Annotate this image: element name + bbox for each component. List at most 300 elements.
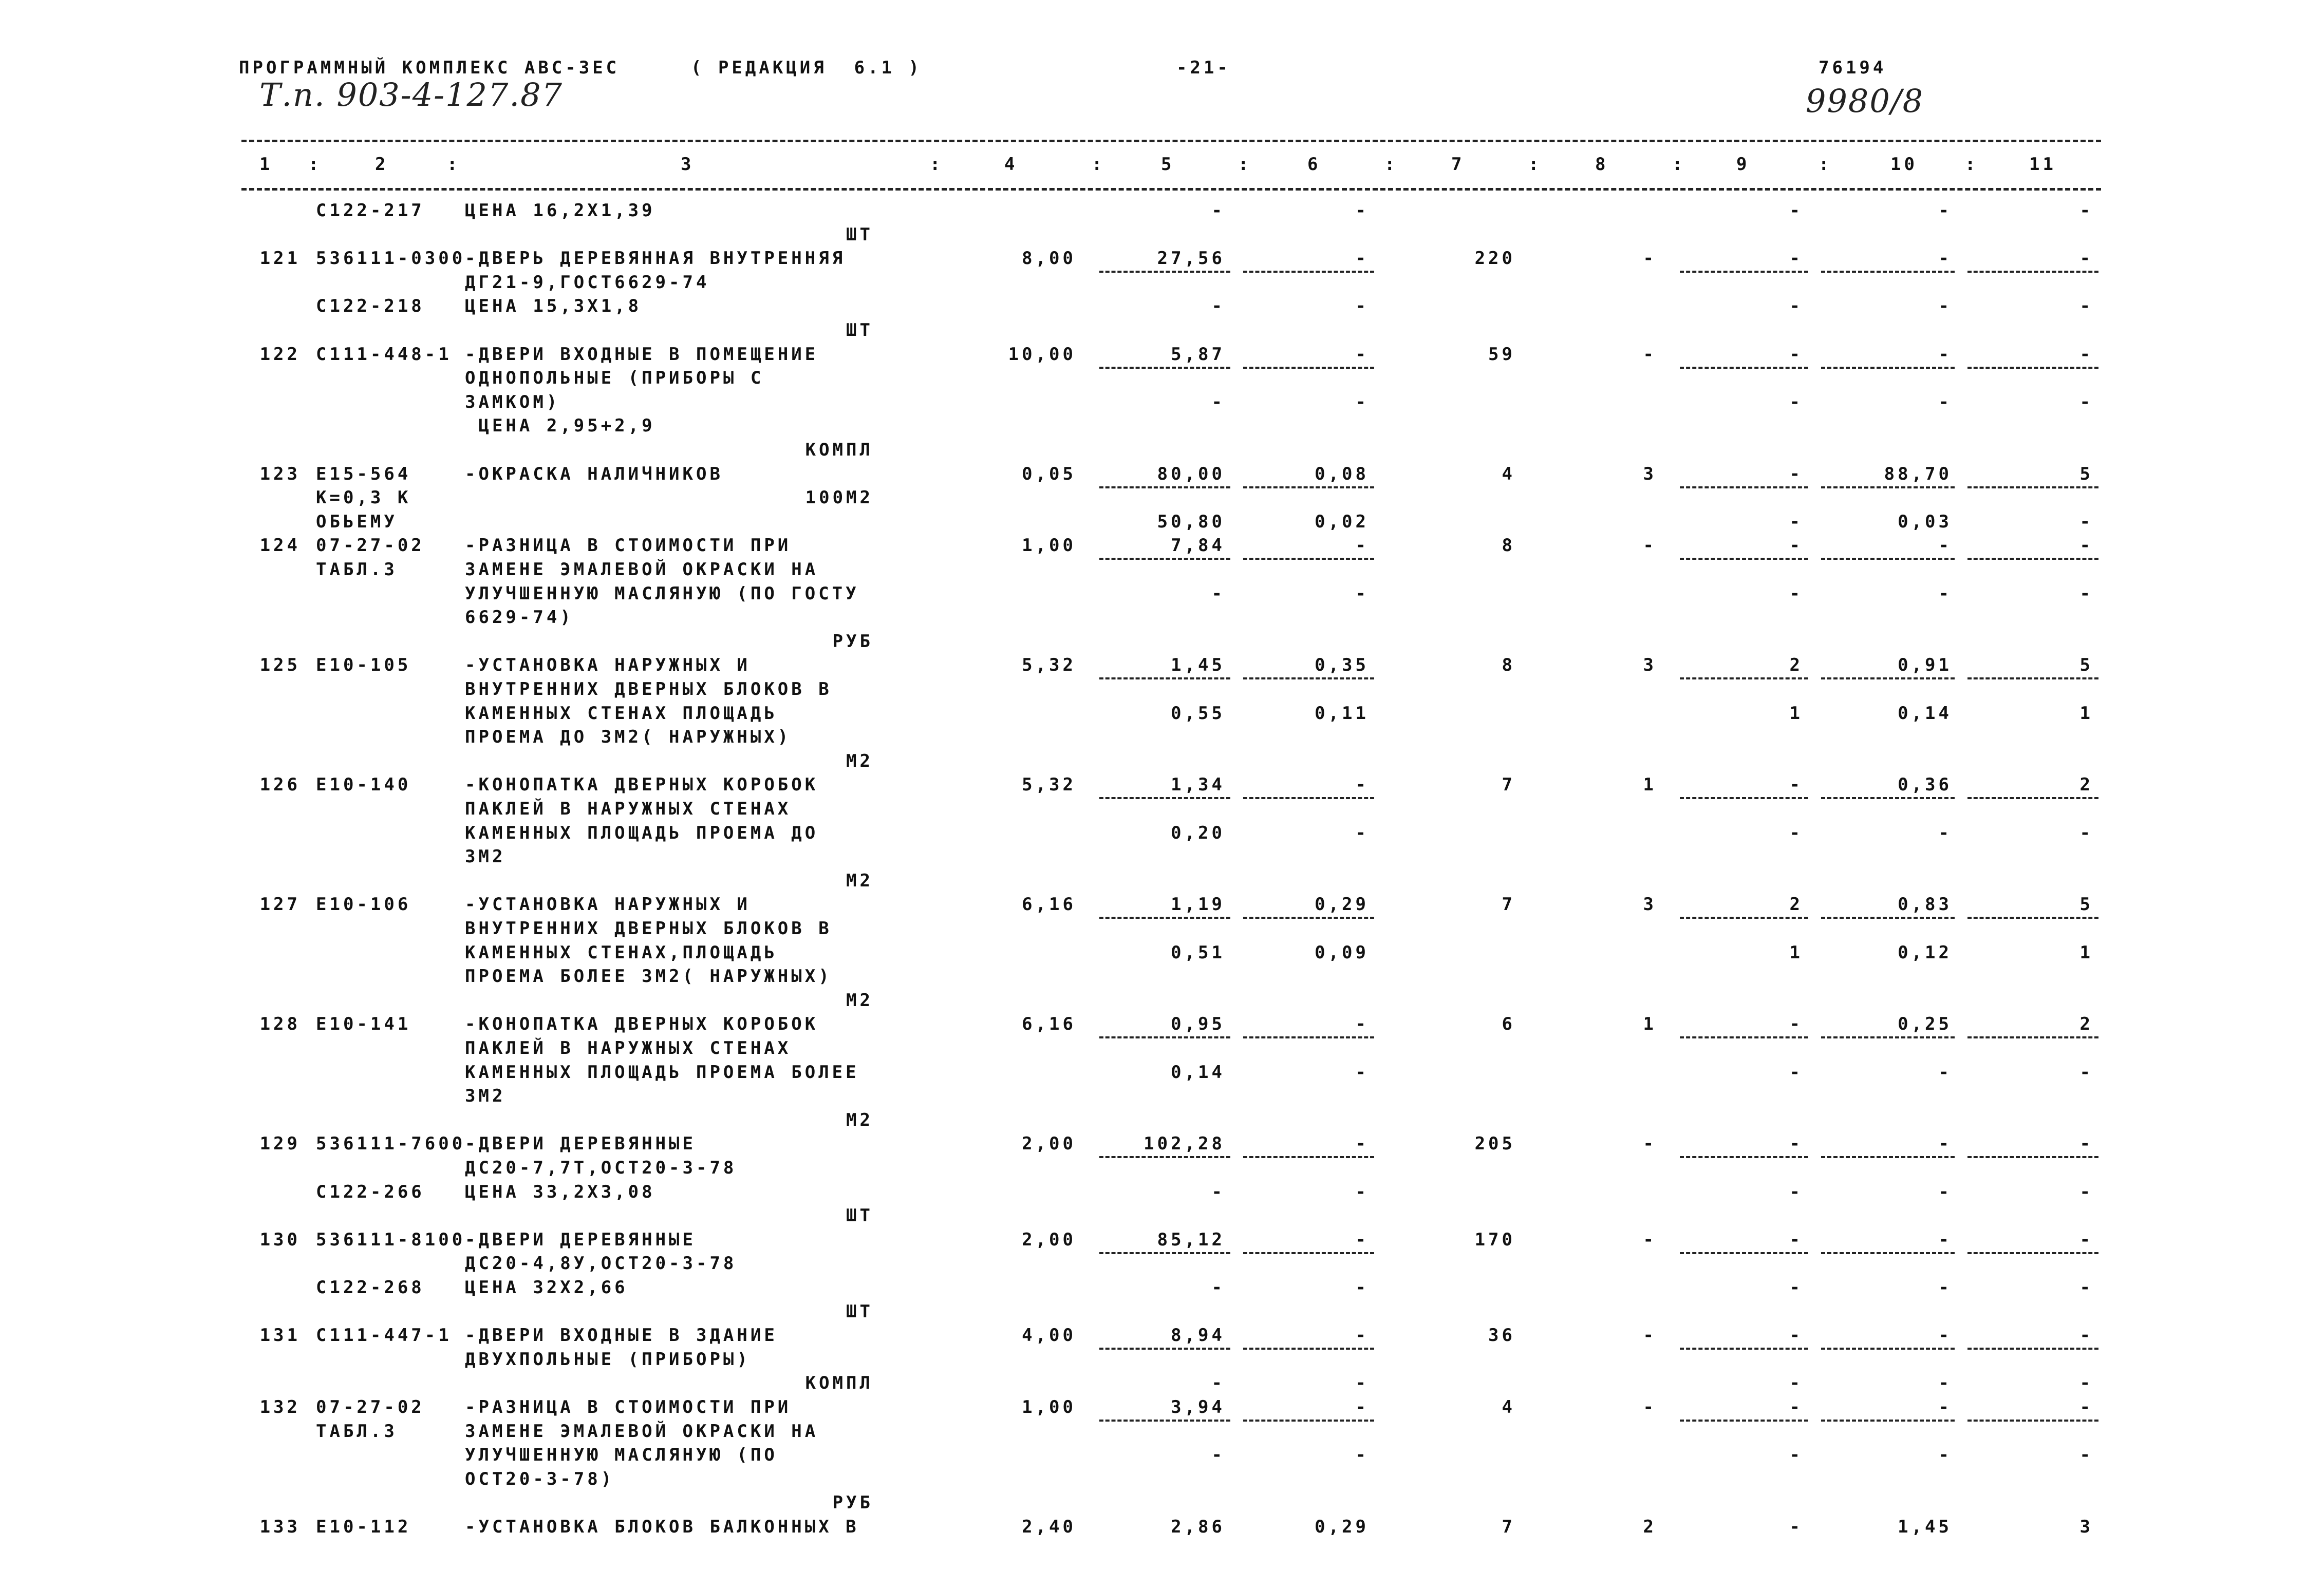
cell-c5: -	[1211, 1373, 1225, 1394]
cost-divider	[1967, 486, 2098, 488]
cell-c10: 0,14	[1898, 703, 1952, 724]
cell-c7: 7	[1502, 1517, 1515, 1537]
cell-c11: 1	[2079, 703, 2093, 724]
cost-divider	[1099, 1036, 1230, 1038]
cell-c2: 536111-8100	[316, 1229, 466, 1250]
cell-c1: 124	[259, 535, 301, 556]
cell-c2: Е10-141	[316, 1014, 411, 1035]
cost-divider	[1099, 367, 1230, 369]
cell-c1: 131	[259, 1325, 301, 1346]
cell-c6: 0,02	[1315, 511, 1369, 532]
cell-c7: 205	[1474, 1133, 1515, 1155]
cell-c6: 0,29	[1315, 1517, 1369, 1537]
cell-c8: 3	[1643, 463, 1657, 484]
cell-c2: ОБЬЕМУ	[316, 511, 398, 532]
cell-c6: -	[1355, 1229, 1369, 1250]
cell-c11: 2	[2079, 774, 2093, 796]
cell-c3: ПАКЛЕЙ В НАРУЖНЫХ СТЕНАХ	[465, 799, 792, 819]
cell-c8: -	[1643, 1397, 1657, 1417]
cell-c11: -	[2079, 822, 2093, 843]
cell-c2: Е10-112	[316, 1517, 411, 1537]
cost-divider	[1821, 677, 1955, 679]
cost-divider	[1099, 1420, 1230, 1422]
cell-c5: -	[1211, 391, 1225, 412]
cell-c3: КАМЕННЫХ ПЛОЩАДЬ ПРОЕМА БОЛЕЕ	[465, 1062, 859, 1083]
cell-c3: ЦЕНА 15,3Х1,8	[465, 296, 642, 317]
cell-c4: 1,00	[1022, 535, 1076, 556]
cell-c2: Е15-564	[316, 463, 411, 484]
cell-c11: -	[2079, 511, 2093, 532]
cell-c11: 3	[2079, 1517, 2093, 1537]
cell-c3: ЗАМЕНЕ ЭМАЛЕВОЙ ОКРАСКИ НА	[465, 1421, 819, 1442]
cell-c10: -	[1938, 200, 1952, 221]
cell-c3: КАМЕННЫХ СТЕНАХ,ПЛОЩАДЬ	[465, 942, 778, 963]
cell-c11: 5	[2079, 463, 2093, 484]
cell-c3: ПРОЕМА БОЛЕЕ 3М2( НАРУЖНЫХ)	[465, 966, 832, 987]
header-rule-top	[241, 140, 2101, 142]
cell-c5: 5,87	[1171, 344, 1225, 365]
unit-label: ШТ	[846, 224, 873, 245]
cell-c2: Е10-106	[316, 894, 411, 915]
cell-c9: -	[1789, 1062, 1803, 1083]
unit-label: ШТ	[846, 320, 873, 340]
column-separator: :	[1384, 154, 1398, 175]
cell-c4: 8,00	[1022, 248, 1076, 269]
cell-c1: 127	[259, 894, 301, 915]
cell-c2: С122-218	[316, 296, 425, 317]
cell-c11: -	[2079, 296, 2093, 317]
cell-c3: ЗАМКОМ)	[465, 391, 560, 412]
cell-c3: ДВУХПОЛЬНЫЕ (ПРИБОРЫ)	[465, 1349, 751, 1370]
cell-c7: 59	[1488, 344, 1515, 365]
cell-c2: К=0,3 К	[316, 487, 411, 508]
program-title: ПРОГРАММНЫЙ КОМПЛЕКС АВС-ЗЕС	[239, 58, 620, 78]
cell-c10: -	[1938, 296, 1952, 317]
cell-c5: -	[1211, 296, 1225, 317]
cell-c4: 10,00	[1008, 344, 1076, 365]
cell-c9: -	[1789, 535, 1803, 556]
cell-c8: -	[1643, 535, 1657, 556]
unit-label: КОМПЛ	[805, 440, 873, 460]
cell-c9: 2	[1789, 894, 1803, 915]
cost-divider	[1680, 677, 1808, 679]
cell-c5: 3,94	[1171, 1397, 1225, 1417]
cell-c3: -ДВЕРЬ ДЕРЕВЯННАЯ ВНУТРЕННЯЯ	[465, 248, 846, 269]
cell-c5: -	[1211, 1181, 1225, 1202]
cell-c3: -РАЗНИЦА В СТОИМОСТИ ПРИ	[465, 1397, 792, 1417]
cell-c3: -ДВЕРИ ВХОДНЫЕ В ПОМЕЩЕНИЕ	[465, 344, 819, 365]
cost-divider	[1680, 1348, 1808, 1350]
cell-c4: 2,00	[1022, 1229, 1076, 1250]
cell-c6: -	[1355, 1445, 1369, 1466]
cell-c8: -	[1643, 1133, 1657, 1155]
cell-c8: -	[1643, 1229, 1657, 1250]
cell-c6: -	[1355, 296, 1369, 317]
cell-c3: ОДНОПОЛЬНЫЕ (ПРИБОРЫ С	[465, 368, 764, 389]
document-code: 76194	[1819, 58, 1887, 78]
cost-divider	[1967, 271, 2098, 273]
cell-c5: 0,51	[1171, 942, 1225, 963]
cell-c11: -	[2079, 1445, 2093, 1466]
cell-c1: 122	[259, 344, 301, 365]
cell-c11: -	[2079, 1229, 2093, 1250]
handwritten-project-number: Т.п. 903-4-127.87	[259, 76, 564, 113]
cost-divider	[1821, 797, 1955, 799]
cell-c2: С122-268	[316, 1277, 425, 1298]
cost-divider	[1967, 677, 2098, 679]
cell-c1: 130	[259, 1229, 301, 1250]
cell-c8: -	[1643, 344, 1657, 365]
cost-divider	[1821, 1036, 1955, 1038]
cell-c9: -	[1789, 1397, 1803, 1417]
cell-c3: ДС20-4,8У,ОСТ20-3-78	[465, 1253, 737, 1274]
cell-c3: -ДВЕРИ ДЕРЕВЯННЫЕ	[465, 1229, 696, 1250]
cell-c2: С111-447-1	[316, 1325, 452, 1346]
cost-divider	[1680, 558, 1808, 560]
cell-c1: 125	[259, 655, 301, 676]
cost-divider	[1821, 486, 1955, 488]
cell-c9: -	[1789, 774, 1803, 796]
cell-c2: 07-27-02	[316, 1397, 425, 1417]
cell-c6: 0,08	[1315, 463, 1369, 484]
cost-divider	[1243, 1036, 1374, 1038]
cell-c7: 36	[1488, 1325, 1515, 1346]
cost-divider	[1680, 1036, 1808, 1038]
cost-divider	[1680, 1156, 1808, 1158]
cell-c1: 129	[259, 1133, 301, 1155]
cell-c10: -	[1938, 1062, 1952, 1083]
cell-c3: -ОКРАСКА НАЛИЧНИКОВ	[465, 463, 723, 484]
cell-c6: -	[1355, 822, 1369, 843]
column-number-7: 7	[1451, 154, 1465, 175]
cell-c10: -	[1938, 1373, 1952, 1394]
cell-c6: -	[1355, 248, 1369, 269]
cost-divider	[1821, 1420, 1955, 1422]
cell-c7: 170	[1474, 1229, 1515, 1250]
cell-c3: ПРОЕМА ДО 3М2( НАРУЖНЫХ)	[465, 727, 792, 748]
cell-c8: -	[1643, 1325, 1657, 1346]
cell-c10: -	[1938, 1133, 1952, 1155]
cell-c10: -	[1938, 535, 1952, 556]
cell-c10: -	[1938, 583, 1952, 604]
cell-c4: 6,16	[1022, 1014, 1076, 1035]
cell-c2: Е10-105	[316, 655, 411, 676]
cell-c7: 4	[1502, 1397, 1515, 1417]
cell-c3: ЦЕНА 33,2Х3,08	[465, 1181, 655, 1202]
cell-c6: -	[1355, 1062, 1369, 1083]
cell-c3: -ДВЕРИ ДЕРЕВЯННЫЕ	[465, 1133, 696, 1155]
cost-divider	[1680, 271, 1808, 273]
cell-c3: 3М2	[465, 846, 506, 867]
cell-c3: -КОНОПАТКА ДВЕРНЫХ КОРОБОК	[465, 774, 819, 796]
cell-c9: -	[1789, 296, 1803, 317]
cell-c10: 0,12	[1898, 942, 1952, 963]
column-separator: :	[1528, 154, 1542, 175]
cell-c3: ЦЕНА 2,95+2,9	[465, 415, 655, 437]
cost-divider	[1243, 1252, 1374, 1254]
cell-c6: 0,29	[1315, 894, 1369, 915]
cell-c3: ДС20-7,7Т,ОСТ20-3-78	[465, 1158, 737, 1178]
cell-c10: 0,36	[1898, 774, 1952, 796]
cost-divider	[1680, 367, 1808, 369]
cost-divider	[1967, 1420, 2098, 1422]
cell-c3: 6629-74)	[465, 607, 574, 628]
cell-c6: -	[1355, 774, 1369, 796]
cell-c11: -	[2079, 1277, 2093, 1298]
cell-c11: 5	[2079, 894, 2093, 915]
cell-c10: -	[1938, 822, 1952, 843]
unit-label: ШТ	[846, 1301, 873, 1322]
cell-c4: 5,32	[1022, 655, 1076, 676]
cell-c11: -	[2079, 200, 2093, 221]
page-number: -21-	[1176, 58, 1231, 78]
cell-c2: 536111-0300	[316, 248, 466, 269]
cell-c11: -	[2079, 248, 2093, 269]
column-separator: :	[930, 154, 944, 175]
cost-divider	[1967, 917, 2098, 919]
unit-label: ШТ	[846, 1205, 873, 1226]
cell-c9: -	[1789, 1133, 1803, 1155]
cell-c10: -	[1938, 391, 1952, 412]
cell-c3: -УСТАНОВКА БЛОКОВ БАЛКОННЫХ В	[465, 1517, 859, 1537]
cell-c5: -	[1211, 1445, 1225, 1466]
cost-divider	[1821, 367, 1955, 369]
cell-c6: 0,11	[1315, 703, 1369, 724]
cell-c6: -	[1355, 391, 1369, 412]
cost-divider	[1243, 1420, 1374, 1422]
cell-c11: -	[2079, 344, 2093, 365]
cell-c3: ВНУТРЕННИХ ДВЕРНЫХ БЛОКОВ В	[465, 679, 832, 699]
cost-divider	[1099, 271, 1230, 273]
cell-c3: ЦЕНА 32Х2,66	[465, 1277, 628, 1298]
cell-c6: -	[1355, 1397, 1369, 1417]
cell-c9: -	[1789, 1517, 1803, 1537]
cell-c11: -	[2079, 1133, 2093, 1155]
cell-c10: 0,91	[1898, 655, 1952, 676]
column-separator: :	[1092, 154, 1105, 175]
cell-c9: -	[1789, 1014, 1803, 1035]
cell-c6: -	[1355, 1277, 1369, 1298]
unit-label: М2	[846, 750, 873, 771]
cell-c10: 0,25	[1898, 1014, 1952, 1035]
cost-divider	[1821, 1348, 1955, 1350]
cell-c5: 0,20	[1171, 822, 1225, 843]
cost-divider	[1243, 1156, 1374, 1158]
cell-c9: 1	[1789, 942, 1803, 963]
cell-c3: ВНУТРЕННИХ ДВЕРНЫХ БЛОКОВ В	[465, 918, 832, 939]
cell-c8: 1	[1643, 1014, 1657, 1035]
cell-c7: 7	[1502, 894, 1515, 915]
cell-c2: Е10-140	[316, 774, 411, 796]
cost-divider	[1680, 486, 1808, 488]
cell-c2: С111-448-1	[316, 344, 452, 365]
cell-c4: 4,00	[1022, 1325, 1076, 1346]
cell-c11: -	[2079, 1181, 2093, 1202]
cell-c10: -	[1938, 344, 1952, 365]
cell-c6: -	[1355, 583, 1369, 604]
unit-label: РУБ	[832, 631, 873, 652]
cell-c7: 6	[1502, 1014, 1515, 1035]
cost-divider	[1099, 677, 1230, 679]
cell-c9: -	[1789, 1373, 1803, 1394]
cell-c1: 128	[259, 1014, 301, 1035]
cell-c10: -	[1938, 1445, 1952, 1466]
cell-c7: 220	[1474, 248, 1515, 269]
cell-c3: -ДВЕРИ ВХОДНЫЕ В ЗДАНИЕ	[465, 1325, 778, 1346]
cell-c9: 1	[1789, 703, 1803, 724]
column-number-11: 11	[2029, 154, 2056, 175]
cell-c3: ОСТ20-3-78)	[465, 1468, 615, 1489]
cost-divider	[1243, 558, 1374, 560]
column-number-8: 8	[1595, 154, 1609, 175]
cost-divider	[1099, 797, 1230, 799]
cell-c3: ДГ21-9,ГОСТ6629-74	[465, 272, 710, 293]
column-number-10: 10	[1890, 154, 1918, 175]
cell-c9: -	[1789, 583, 1803, 604]
column-separator: :	[308, 154, 322, 175]
cell-c2: С122-217	[316, 200, 425, 221]
cost-divider	[1821, 1156, 1955, 1158]
cost-divider	[1243, 271, 1374, 273]
cell-c5: 2,86	[1171, 1517, 1225, 1537]
cell-c5: 1,19	[1171, 894, 1225, 915]
cell-c3: ЦЕНА 16,2Х1,39	[465, 200, 655, 221]
cell-c9: -	[1789, 248, 1803, 269]
column-separator: :	[1965, 154, 1979, 175]
cell-c5: 27,56	[1157, 248, 1225, 269]
unit-label: М2	[846, 870, 873, 891]
cell-c9: -	[1789, 463, 1803, 484]
column-number-2: 2	[375, 154, 389, 175]
cost-divider	[1821, 917, 1955, 919]
cell-c10: 1,45	[1898, 1517, 1952, 1537]
cost-divider	[1243, 797, 1374, 799]
cost-divider	[1099, 1156, 1230, 1158]
cost-divider	[1099, 917, 1230, 919]
cell-c5: 0,14	[1171, 1062, 1225, 1083]
cell-c3: -УСТАНОВКА НАРУЖНЫХ И	[465, 655, 751, 676]
cost-divider	[1821, 271, 1955, 273]
cell-c6: -	[1355, 1014, 1369, 1035]
cost-divider	[1243, 486, 1374, 488]
cell-c7: 8	[1502, 535, 1515, 556]
cell-c5: 85,12	[1157, 1229, 1225, 1250]
cell-c10: -	[1938, 1181, 1952, 1202]
cell-c9: -	[1789, 1181, 1803, 1202]
cell-c11: 1	[2079, 942, 2093, 963]
column-number-9: 9	[1736, 154, 1750, 175]
unit-label: КОМПЛ	[805, 1373, 873, 1394]
edition-label: ( РЕДАКЦИЯ 6.1 )	[691, 58, 922, 78]
cell-c3: 3М2	[465, 1086, 506, 1107]
cell-c8: 1	[1643, 774, 1657, 796]
column-separator: :	[1672, 154, 1686, 175]
unit-label: М2	[846, 1109, 873, 1130]
cell-c9: -	[1789, 1445, 1803, 1466]
cell-c8: -	[1643, 248, 1657, 269]
column-separator: :	[447, 154, 461, 175]
cell-c3: КАМЕННЫХ СТЕНАХ ПЛОЩАДЬ	[465, 703, 778, 724]
cell-c6: 0,09	[1315, 942, 1369, 963]
cell-c5: -	[1211, 200, 1225, 221]
cell-c11: -	[2079, 535, 2093, 556]
cell-c6: -	[1355, 1373, 1369, 1394]
column-number-6: 6	[1307, 154, 1321, 175]
cell-c8: 2	[1643, 1517, 1657, 1537]
cell-c11: -	[2079, 391, 2093, 412]
cell-c5: 0,55	[1171, 703, 1225, 724]
cell-c10: -	[1938, 248, 1952, 269]
cell-c11: -	[2079, 583, 2093, 604]
column-number-1: 1	[259, 154, 273, 175]
cell-c9: -	[1789, 1229, 1803, 1250]
column-separator: :	[1819, 154, 1832, 175]
cell-c5: 102,28	[1144, 1133, 1225, 1155]
cell-c10: 88,70	[1884, 463, 1952, 484]
cell-c9: -	[1789, 1325, 1803, 1346]
cost-divider	[1099, 1348, 1230, 1350]
column-number-3: 3	[681, 154, 695, 175]
cell-c5: 7,84	[1171, 535, 1225, 556]
cost-divider	[1967, 1252, 2098, 1254]
cost-divider	[1967, 367, 2098, 369]
cell-c1: 126	[259, 774, 301, 796]
cost-divider	[1099, 1252, 1230, 1254]
cost-divider	[1967, 797, 2098, 799]
cost-divider	[1680, 1252, 1808, 1254]
cell-c7: 4	[1502, 463, 1515, 484]
cell-c3: -КОНОПАТКА ДВЕРНЫХ КОРОБОК	[465, 1014, 819, 1035]
cost-divider	[1680, 1420, 1808, 1422]
cell-c4: 1,00	[1022, 1397, 1076, 1417]
cell-c7: 8	[1502, 655, 1515, 676]
cost-divider	[1680, 797, 1808, 799]
cell-c11: -	[2079, 1325, 2093, 1346]
cell-c2: С122-266	[316, 1181, 425, 1202]
header-rule-bottom	[241, 188, 2101, 191]
column-separator: :	[1238, 154, 1252, 175]
cell-c11: 2	[2079, 1014, 2093, 1035]
cell-c10: -	[1938, 1325, 1952, 1346]
cell-c6: -	[1355, 344, 1369, 365]
cell-c3: ПАКЛЕЙ В НАРУЖНЫХ СТЕНАХ	[465, 1038, 792, 1058]
cell-c5: 1,34	[1171, 774, 1225, 796]
cell-c3: -УСТАНОВКА НАРУЖНЫХ И	[465, 894, 751, 915]
column-number-5: 5	[1161, 154, 1175, 175]
cost-divider	[1967, 558, 2098, 560]
cost-divider	[1967, 1348, 2098, 1350]
cost-divider	[1099, 486, 1230, 488]
handwritten-sheet-number: 9980/8	[1806, 82, 1924, 120]
cell-c8: 3	[1643, 894, 1657, 915]
cell-c1: 132	[259, 1397, 301, 1417]
cell-c9: -	[1789, 1277, 1803, 1298]
cell-c8: 3	[1643, 655, 1657, 676]
cell-c5: 1,45	[1171, 655, 1225, 676]
cell-c11: -	[2079, 1062, 2093, 1083]
cell-c5: 8,94	[1171, 1325, 1225, 1346]
cell-c10: 0,83	[1898, 894, 1952, 915]
cell-c3: УЛУЧШЕННУЮ МАСЛЯНУЮ (ПО	[465, 1445, 778, 1466]
cell-c6: 0,35	[1315, 655, 1369, 676]
cell-c7: 7	[1502, 774, 1515, 796]
cell-c11: 5	[2079, 655, 2093, 676]
cell-c4: 2,40	[1022, 1517, 1076, 1537]
cost-divider	[1821, 1252, 1955, 1254]
cell-c2: 536111-7600	[316, 1133, 466, 1155]
cell-c4: 6,16	[1022, 894, 1076, 915]
cell-c3: -РАЗНИЦА В СТОИМОСТИ ПРИ	[465, 535, 792, 556]
